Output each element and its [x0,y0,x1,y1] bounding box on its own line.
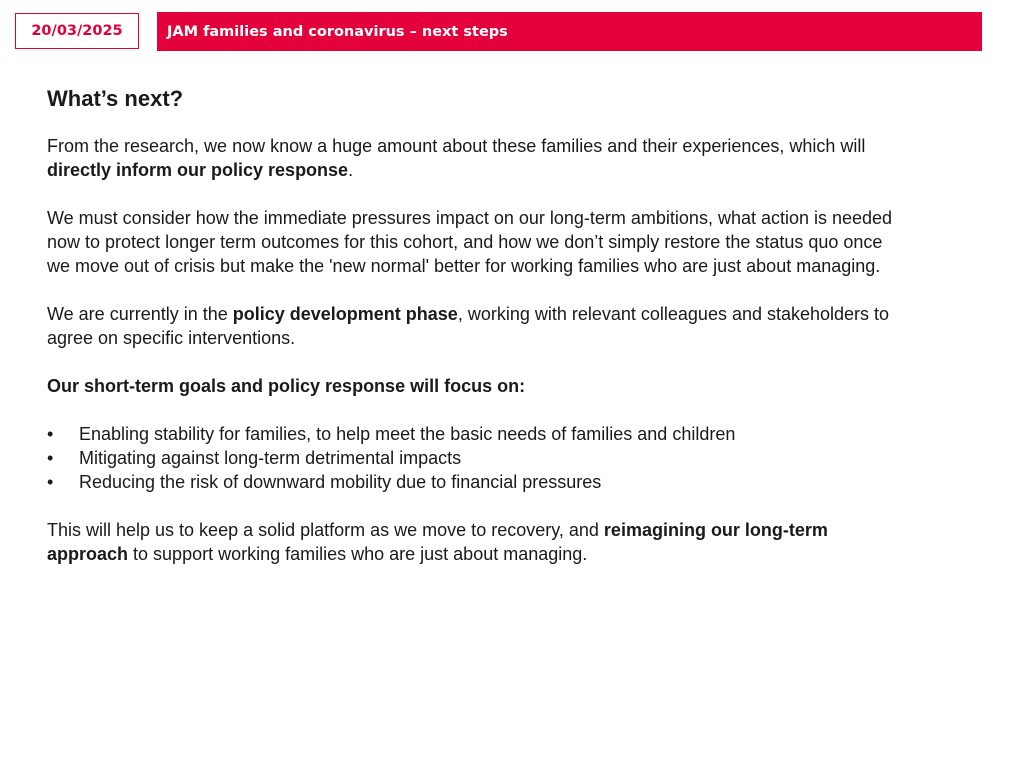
paragraph-recovery [47,518,907,566]
list-item-text: Reducing the risk of downward mobility due to financial pressures [79,472,602,492]
slide-title: JAM families and coronavirus – next steps [167,23,508,40]
paragraph-research-end: . [348,160,354,180]
bullet-icon: • [47,424,54,444]
goals-heading [47,374,907,398]
list-item [47,446,907,470]
paragraph-research-emphasis: directly inform our policy response [47,160,349,180]
list-item [47,470,907,494]
paragraph-recovery-text: This will help us to keep a solid platform as we move to recovery, and [47,520,604,540]
goals-list [47,422,907,494]
date-label: 20/03/2025 [15,13,139,49]
paragraph-considerations: We must consider how the immediate pressures impact on our long-term ambitions, what action is needed now to protect longer term outcomes for this cohort, and how we don’t simply restore the status quo once we move out of crisis but make the 'new normal' better for working families who are just about managing. [47,208,893,276]
paragraph-research-text: From the research, we now know a huge amount about these families and their experiences, which will [47,136,866,156]
slide-title-bar [157,12,982,51]
section-heading: What’s next? [47,86,184,111]
bullet-icon: • [47,448,54,468]
paragraph-research [47,134,907,182]
paragraph-recovery-emphasis: reimagining our long-term approach [47,520,828,564]
list-item-text: Enabling stability for families, to help meet the basic needs of families and children [79,424,736,444]
bullet-icon: • [47,472,54,492]
paragraph-recovery-end: to support working families who are just about managing. [128,544,588,564]
list-item [47,422,907,446]
goals-heading-text: Our short-term goals and policy response will focus on: [47,376,526,396]
paragraph-phase-emphasis: policy development phase [232,304,458,324]
paragraph-phase [47,302,907,350]
paragraph-phase-text: We are currently in the [47,304,233,324]
paragraph-phase-end: , working with relevant colleagues and stakeholders to agree on specific interventions. [47,304,890,348]
list-item-text: Mitigating against long-term detrimental impacts [79,448,462,468]
slide-content [47,84,907,590]
